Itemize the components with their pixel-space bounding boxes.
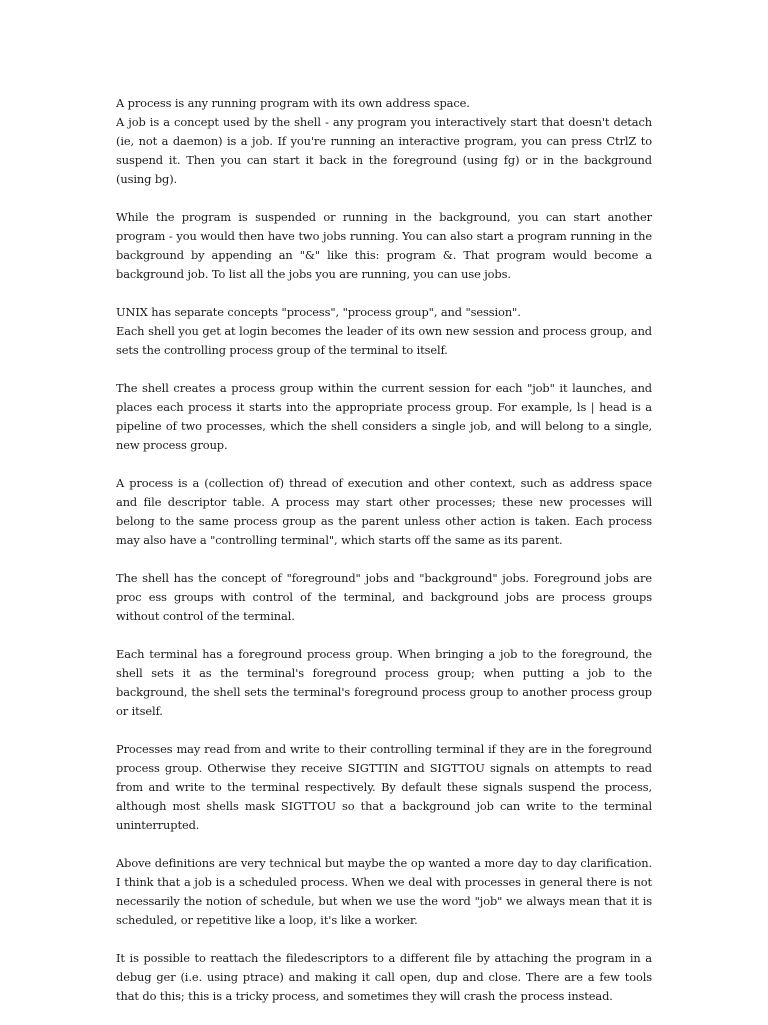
paragraph-reattach xyxy=(116,949,652,1006)
paragraph-signals xyxy=(116,740,652,835)
paragraph-process-and-job xyxy=(116,94,652,189)
paragraph-unix-concepts xyxy=(116,303,652,360)
paragraph-background-jobs xyxy=(116,208,652,284)
paragraph-line: UNIX has separate concepts "process", "process group", and "session". xyxy=(116,305,521,319)
paragraph-line: The shell creates a process group within the current session for each "job" it launches, and places each process it starts into the appropriate process group. For example, ls | head is a pipeline of two processes, which the shell considers a single job, and will belong to a single, new process group. xyxy=(116,381,652,452)
paragraph-line: A process is any running program with its own address space. xyxy=(116,96,470,110)
paragraph-line: Processes may read from and write to their controlling terminal if they are in the foreground process group. Otherwise they receive SIGTTIN and SIGTTOU signals on attempts to read from and write to the terminal respectively. By default these signals suspend the process, although most shells mask SIGTTOU so that a background job can write to the terminal uninterrupted. xyxy=(116,742,652,832)
paragraph-foreground-background xyxy=(116,569,652,626)
paragraph-line: A job is a concept used by the shell - any program you interactively start that doesn't detach (ie, not a daemon) is a job. If you're running an interactive program, you can press CtrlZ to suspend it. Then you can start it back in the foreground (using fg) or in the background (using bg). xyxy=(116,115,652,186)
paragraph-line: Each terminal has a foreground process group. When bringing a job to the foreground, the shell sets it as the terminal's foreground process group; when putting a job to the background, the shell sets the terminal's foreground process group to another process group or itself. xyxy=(116,647,652,718)
paragraph-clarification xyxy=(116,854,652,930)
document-body xyxy=(116,94,652,1025)
paragraph-line: Above definitions are very technical but maybe the op wanted a more day to day clarification. I think that a job is a scheduled process. When we deal with processes in general there is not necessarily the notion of schedule, but when we use the word "job" we always mean that it is scheduled, or repetitive like a loop, it's like a worker. xyxy=(116,856,652,927)
paragraph-line: Each shell you get at login becomes the leader of its own new session and process group, and sets the controlling process group of the terminal to itself. xyxy=(116,324,652,357)
paragraph-terminal-foreground xyxy=(116,645,652,721)
paragraph-line: A process is a (collection of) thread of execution and other context, such as address space and file descriptor table. A process may start other processes; these new processes will belong to the same process group as the parent unless other action is taken. Each process may also have a "controlling terminal", which starts off the same as its parent. xyxy=(116,476,652,547)
paragraph-line: It is possible to reattach the filedescriptors to a different file by attaching the program in a debug ger (i.e. using ptrace) and making it call open, dup and close. There are a few tools that do this; this is a tricky process, and sometimes they will crash the process instead. xyxy=(116,951,652,1003)
paragraph-process-group xyxy=(116,379,652,455)
paragraph-line: The shell has the concept of "foreground" jobs and "background" jobs. Foreground jobs are proc ess groups with control of the terminal, and background jobs are process groups without control of the terminal. xyxy=(116,571,652,623)
paragraph-line: While the program is suspended or running in the background, you can start another program - you would then have two jobs running. You can also start a program running in the background by appending an "&" like this: program &. That program would become a background job. To list all the jobs you are running, you can use jobs. xyxy=(116,210,652,281)
paragraph-process-definition xyxy=(116,474,652,550)
